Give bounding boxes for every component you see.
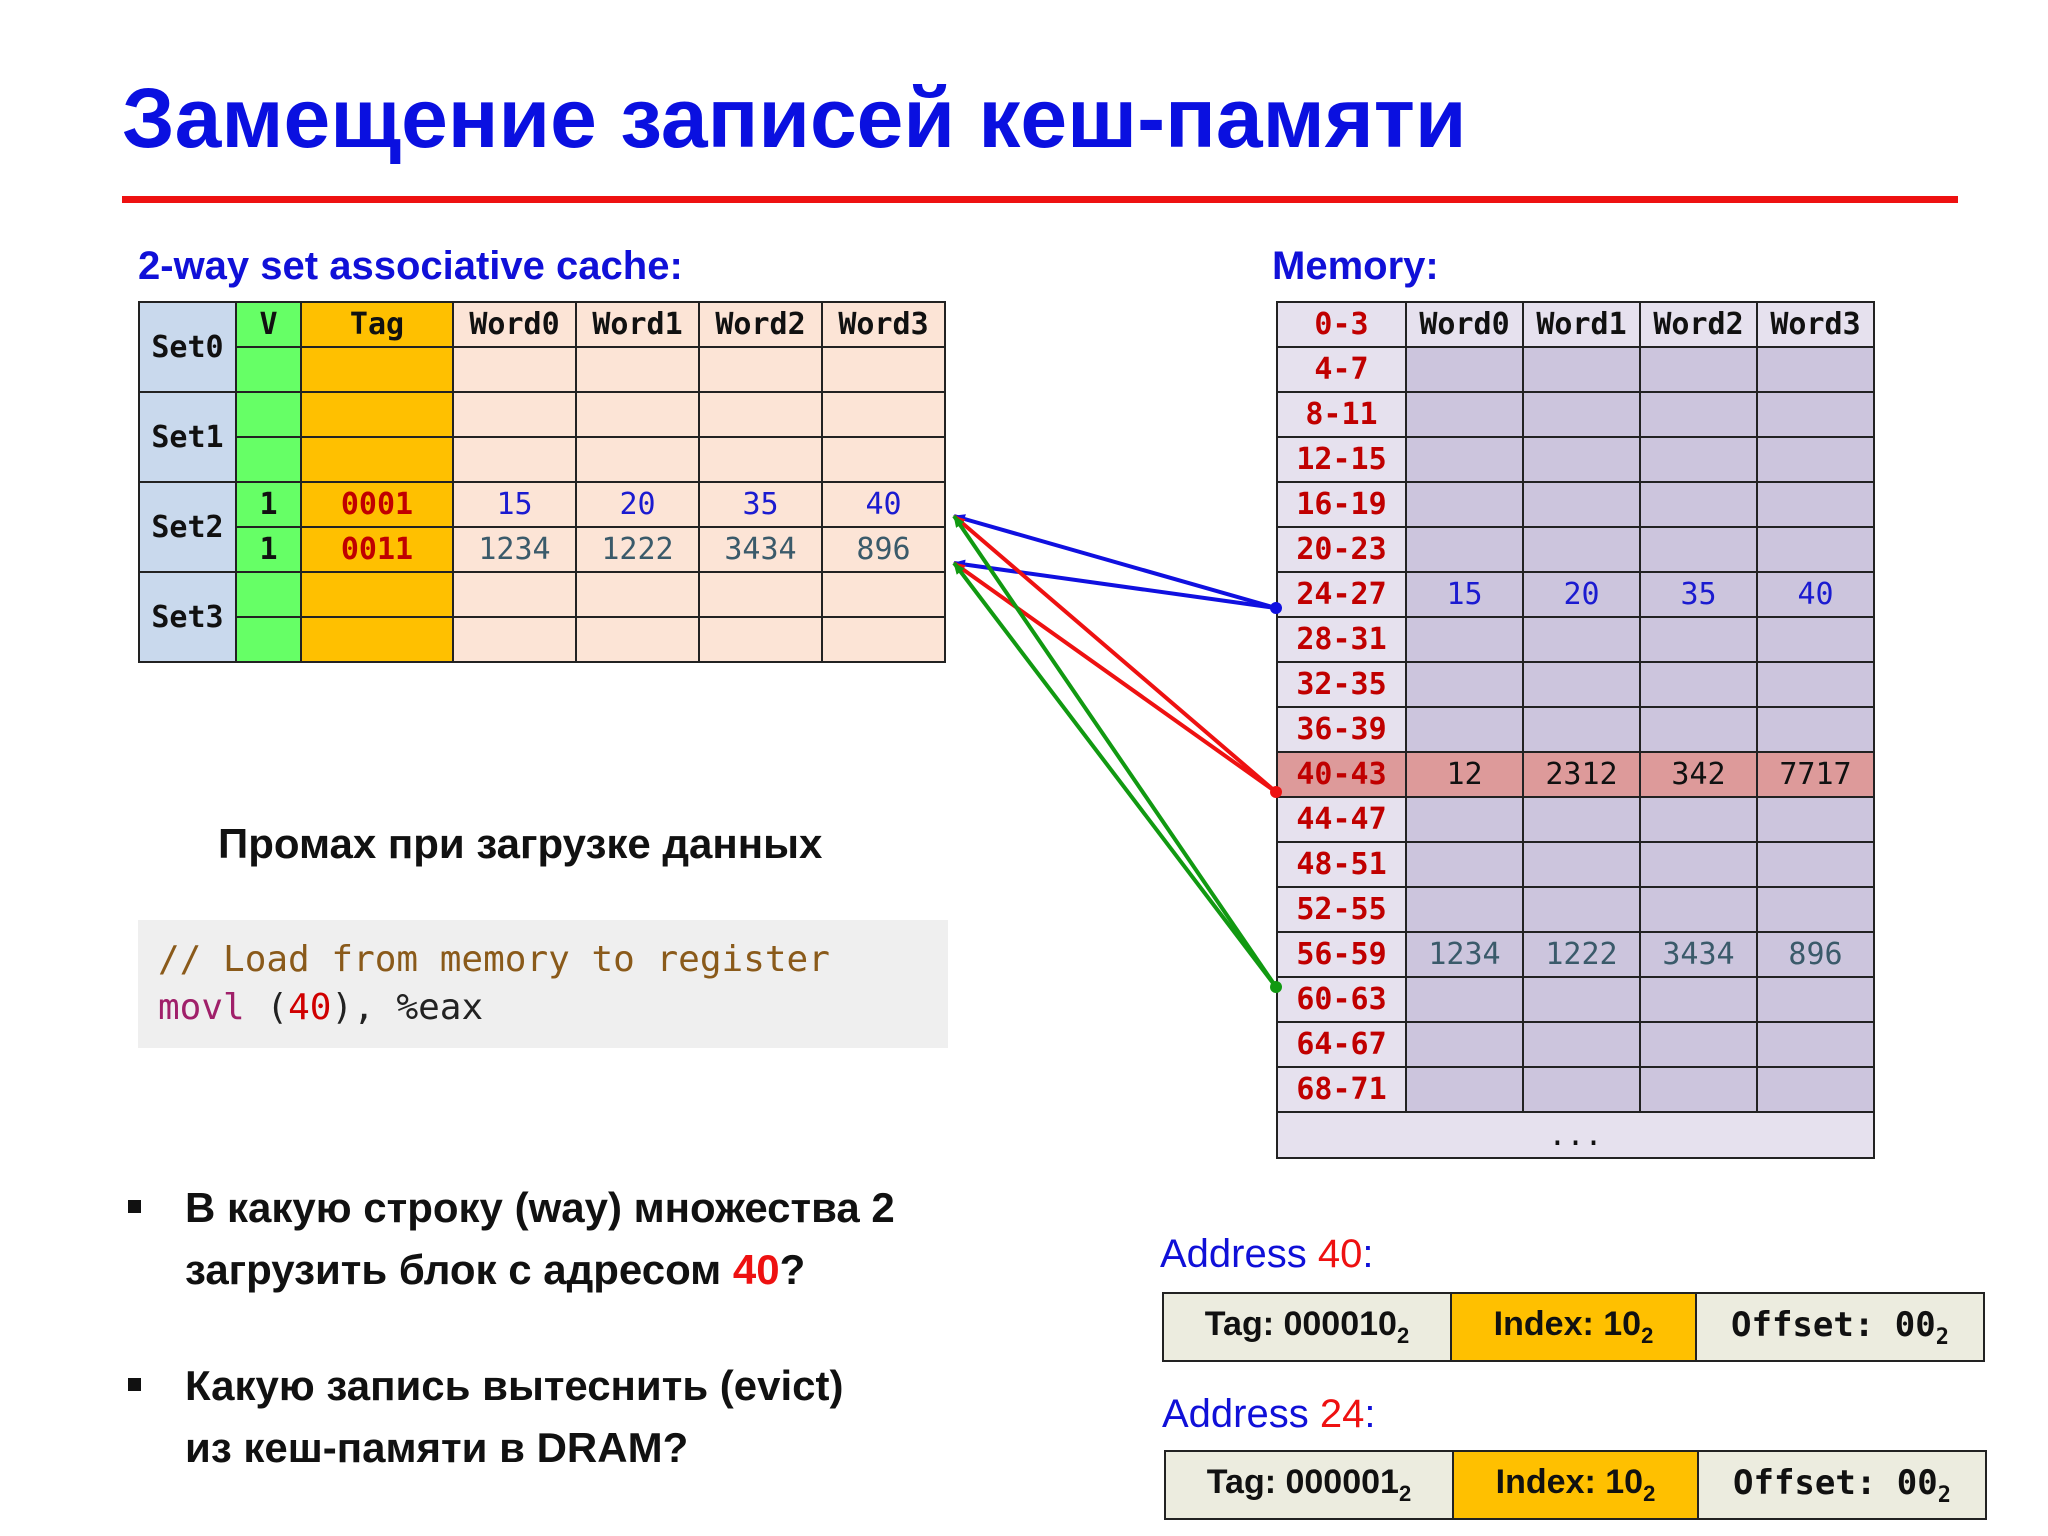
- memory-row: [1277, 662, 1874, 707]
- v-header: V: [236, 302, 301, 347]
- code-operand: 40: [288, 987, 332, 1028]
- word-cell: [453, 572, 576, 617]
- address-tag-field: Tag: $000010_2$: [1163, 1293, 1451, 1361]
- word-cell: [453, 347, 576, 392]
- word-cell: 40: [822, 482, 945, 527]
- memory-row-highlighted: [1277, 752, 1874, 797]
- memory-row: [1277, 527, 1874, 572]
- memory-word: [1406, 977, 1523, 1022]
- word-header: Word1: [576, 302, 699, 347]
- word-cell: 3434: [699, 527, 822, 572]
- bullet-marker: [128, 1378, 141, 1391]
- memory-word: [1757, 437, 1874, 482]
- memory-address: 68-71: [1277, 1067, 1406, 1112]
- memory-word: [1640, 842, 1757, 887]
- memory-word: [1640, 527, 1757, 572]
- word-cell: [576, 617, 699, 662]
- memory-word: [1406, 1022, 1523, 1067]
- memory-word: [1640, 1022, 1757, 1067]
- memory-word: [1523, 887, 1640, 932]
- arrow-40-to-set2-way1: [954, 563, 1276, 792]
- v-cell: 1: [236, 482, 301, 527]
- set-label: Set1: [139, 392, 236, 482]
- miss-heading: Промах при загрузке данных: [218, 820, 823, 867]
- memory-word: [1406, 887, 1523, 932]
- memory-word: [1757, 1067, 1874, 1112]
- code-instruction: movl: [158, 987, 245, 1028]
- v-cell: [236, 572, 301, 617]
- memory-word: [1523, 437, 1640, 482]
- memory-row: [1277, 887, 1874, 932]
- cache-line: [139, 347, 945, 392]
- memory-header-row: [1277, 302, 1874, 347]
- memory-word: [1757, 392, 1874, 437]
- memory-word: [1523, 977, 1640, 1022]
- memory-word: 12: [1406, 752, 1523, 797]
- memory-word: [1406, 617, 1523, 662]
- cache-line: [139, 527, 945, 572]
- tag-cell: [301, 392, 453, 437]
- arrow-56-to-set2-way1: [954, 563, 1276, 987]
- word-header: Word3: [822, 302, 945, 347]
- word-cell: [576, 392, 699, 437]
- arrow-24-to-set2-way1: [954, 563, 1276, 608]
- memory-word: [1640, 887, 1757, 932]
- word-cell: 15: [453, 482, 576, 527]
- address-offset-field: Offset: $00_2$: [1696, 1293, 1984, 1361]
- address-40-label: Address 40:: [1160, 1232, 1374, 1276]
- word-cell: 896: [822, 527, 945, 572]
- memory-word: [1640, 347, 1757, 392]
- memory-word: [1640, 662, 1757, 707]
- page-title: Замещение записей кеш-памяти: [122, 71, 1467, 165]
- memory-word: 20: [1523, 572, 1640, 617]
- title-underline: [122, 196, 1958, 203]
- memory-word: [1757, 887, 1874, 932]
- memory-address: 40-43: [1277, 752, 1406, 797]
- memory-word: 1234: [1406, 932, 1523, 977]
- address-index-field: Index: $10_2$: [1453, 1451, 1698, 1519]
- address-40-breakdown: [1162, 1292, 1985, 1362]
- word-cell: [453, 617, 576, 662]
- memory-word: [1757, 662, 1874, 707]
- word-cell: 20: [576, 482, 699, 527]
- memory-word: [1406, 482, 1523, 527]
- word-cell: [822, 392, 945, 437]
- word-cell: [453, 437, 576, 482]
- memory-word: [1406, 527, 1523, 572]
- memory-word: 15: [1406, 572, 1523, 617]
- memory-word: 35: [1640, 572, 1757, 617]
- word-cell: [453, 392, 576, 437]
- code-comment: // Load from memory to register: [158, 939, 830, 980]
- word-cell: [699, 392, 822, 437]
- memory-word: [1406, 797, 1523, 842]
- memory-word: 2312: [1523, 752, 1640, 797]
- tag-cell: [301, 617, 453, 662]
- arrow-40-to-set2-way0: [954, 516, 1276, 792]
- memory-word: 3434: [1640, 932, 1757, 977]
- memory-word: [1757, 797, 1874, 842]
- question-1: [185, 1177, 895, 1301]
- memory-word: [1523, 1067, 1640, 1112]
- arrow-56-to-set2-way0: [954, 516, 1276, 987]
- memory-row: [1277, 707, 1874, 752]
- code-block: [138, 920, 948, 1048]
- memory-word: [1757, 347, 1874, 392]
- memory-address: 56-59: [1277, 932, 1406, 977]
- memory-address: 60-63: [1277, 977, 1406, 1022]
- v-cell: [236, 392, 301, 437]
- memory-word: [1523, 347, 1640, 392]
- memory-row: [1277, 1067, 1874, 1112]
- tag-cell: [301, 437, 453, 482]
- word-cell: [822, 572, 945, 617]
- memory-row: [1277, 437, 1874, 482]
- memory-address: 0-3: [1277, 302, 1406, 347]
- address-24-breakdown: [1164, 1450, 1987, 1520]
- memory-row: [1277, 572, 1874, 617]
- word-header: Word1: [1523, 302, 1640, 347]
- memory-word: [1757, 617, 1874, 662]
- memory-word: [1523, 707, 1640, 752]
- memory-row: [1277, 347, 1874, 392]
- word-cell: [822, 347, 945, 392]
- memory-row: [1277, 797, 1874, 842]
- question-1-line-2: загрузить блок с адресом 40?: [185, 1246, 806, 1293]
- memory-row: [1277, 392, 1874, 437]
- word-cell: [576, 347, 699, 392]
- memory-row: [1277, 842, 1874, 887]
- memory-table: [1276, 301, 1875, 1159]
- memory-word: [1523, 392, 1640, 437]
- address-tag-field: Tag: $000001_2$: [1165, 1451, 1453, 1519]
- word-cell: [699, 572, 822, 617]
- cache-label: 2-way set associative cache:: [138, 244, 683, 288]
- word-cell: [699, 347, 822, 392]
- memory-address: 4-7: [1277, 347, 1406, 392]
- word-cell: [822, 617, 945, 662]
- cache-table: [138, 301, 946, 663]
- address-index-field: Index: $10_2$: [1451, 1293, 1696, 1361]
- memory-word: [1406, 707, 1523, 752]
- memory-word: [1757, 1022, 1874, 1067]
- memory-address: 52-55: [1277, 887, 1406, 932]
- question-1-line-1: В какую строку (way) множества 2: [185, 1184, 895, 1231]
- memory-word: [1406, 1067, 1523, 1112]
- arrow-24-to-set2-way0: [954, 516, 1276, 608]
- memory-word: [1640, 1067, 1757, 1112]
- memory-address: 32-35: [1277, 662, 1406, 707]
- memory-word: [1406, 662, 1523, 707]
- word-cell: [576, 437, 699, 482]
- tag-cell: [301, 572, 453, 617]
- word-cell: 1234: [453, 527, 576, 572]
- memory-word: [1523, 662, 1640, 707]
- cache-line: [139, 482, 945, 527]
- memory-label: Memory:: [1272, 244, 1439, 288]
- memory-word: [1640, 977, 1757, 1022]
- memory-word: 896: [1757, 932, 1874, 977]
- address-offset-field: Offset: $00_2$: [1698, 1451, 1986, 1519]
- memory-word: [1523, 527, 1640, 572]
- memory-word: 40: [1757, 572, 1874, 617]
- word-header: Word0: [453, 302, 576, 347]
- cache-line: [139, 572, 945, 617]
- memory-word: [1523, 842, 1640, 887]
- word-cell: 1222: [576, 527, 699, 572]
- memory-word: 7717: [1757, 752, 1874, 797]
- word-header: Word2: [1640, 302, 1757, 347]
- word-header: Word3: [1757, 302, 1874, 347]
- cache-line: [139, 437, 945, 482]
- set-label: Set3: [139, 572, 236, 662]
- cache-line: [139, 392, 945, 437]
- question-2-line-2: из кеш-памяти в DRAM?: [185, 1424, 689, 1471]
- cache-line: [139, 617, 945, 662]
- address-24-label: Address 24:: [1162, 1392, 1376, 1436]
- v-cell: [236, 617, 301, 662]
- word-cell: [822, 437, 945, 482]
- memory-address: 64-67: [1277, 1022, 1406, 1067]
- code-rest: ), %eax: [331, 987, 484, 1028]
- memory-row-ellipsis: [1277, 1112, 1874, 1158]
- memory-word: [1757, 842, 1874, 887]
- v-cell: [236, 347, 301, 392]
- memory-word: [1640, 482, 1757, 527]
- memory-address: 12-15: [1277, 437, 1406, 482]
- memory-word: [1523, 797, 1640, 842]
- memory-row: [1277, 977, 1874, 1022]
- memory-word: [1757, 707, 1874, 752]
- memory-row: [1277, 1022, 1874, 1067]
- memory-word: [1757, 977, 1874, 1022]
- memory-word: [1757, 482, 1874, 527]
- memory-address: 8-11: [1277, 392, 1406, 437]
- memory-address: 28-31: [1277, 617, 1406, 662]
- question-2-line-1: Какую запись вытеснить (evict): [185, 1362, 844, 1409]
- memory-word: [1640, 797, 1757, 842]
- memory-row: [1277, 932, 1874, 977]
- memory-address: 24-27: [1277, 572, 1406, 617]
- memory-word: [1640, 707, 1757, 752]
- word-cell: [699, 617, 822, 662]
- word-cell: [576, 572, 699, 617]
- memory-word: [1406, 437, 1523, 482]
- set-label: Set2: [139, 482, 236, 572]
- code-paren: (: [244, 987, 289, 1028]
- v-cell: 1: [236, 527, 301, 572]
- set-label: Set0: [139, 302, 236, 392]
- word-cell: [699, 437, 822, 482]
- memory-word: 342: [1640, 752, 1757, 797]
- question-2: [185, 1355, 844, 1479]
- memory-address: 20-23: [1277, 527, 1406, 572]
- tag-header: Tag: [301, 302, 453, 347]
- word-header: Word0: [1406, 302, 1523, 347]
- memory-ellipsis: ...: [1277, 1112, 1874, 1158]
- memory-word: [1523, 1022, 1640, 1067]
- memory-word: [1523, 482, 1640, 527]
- memory-word: [1406, 392, 1523, 437]
- tag-cell: [301, 347, 453, 392]
- bullet-marker: [128, 1200, 141, 1213]
- memory-address: 44-47: [1277, 797, 1406, 842]
- memory-word: [1640, 392, 1757, 437]
- memory-address: 16-19: [1277, 482, 1406, 527]
- memory-row: [1277, 482, 1874, 527]
- word-cell: 35: [699, 482, 822, 527]
- memory-word: [1757, 527, 1874, 572]
- memory-word: [1640, 437, 1757, 482]
- tag-cell: 0011: [301, 527, 453, 572]
- memory-word: [1640, 617, 1757, 662]
- word-header: Word2: [699, 302, 822, 347]
- memory-word: [1523, 617, 1640, 662]
- memory-word: [1406, 347, 1523, 392]
- memory-address: 48-51: [1277, 842, 1406, 887]
- v-cell: [236, 437, 301, 482]
- memory-word: 1222: [1523, 932, 1640, 977]
- tag-cell: 0001: [301, 482, 453, 527]
- memory-word: [1406, 842, 1523, 887]
- memory-row: [1277, 617, 1874, 662]
- memory-address: 36-39: [1277, 707, 1406, 752]
